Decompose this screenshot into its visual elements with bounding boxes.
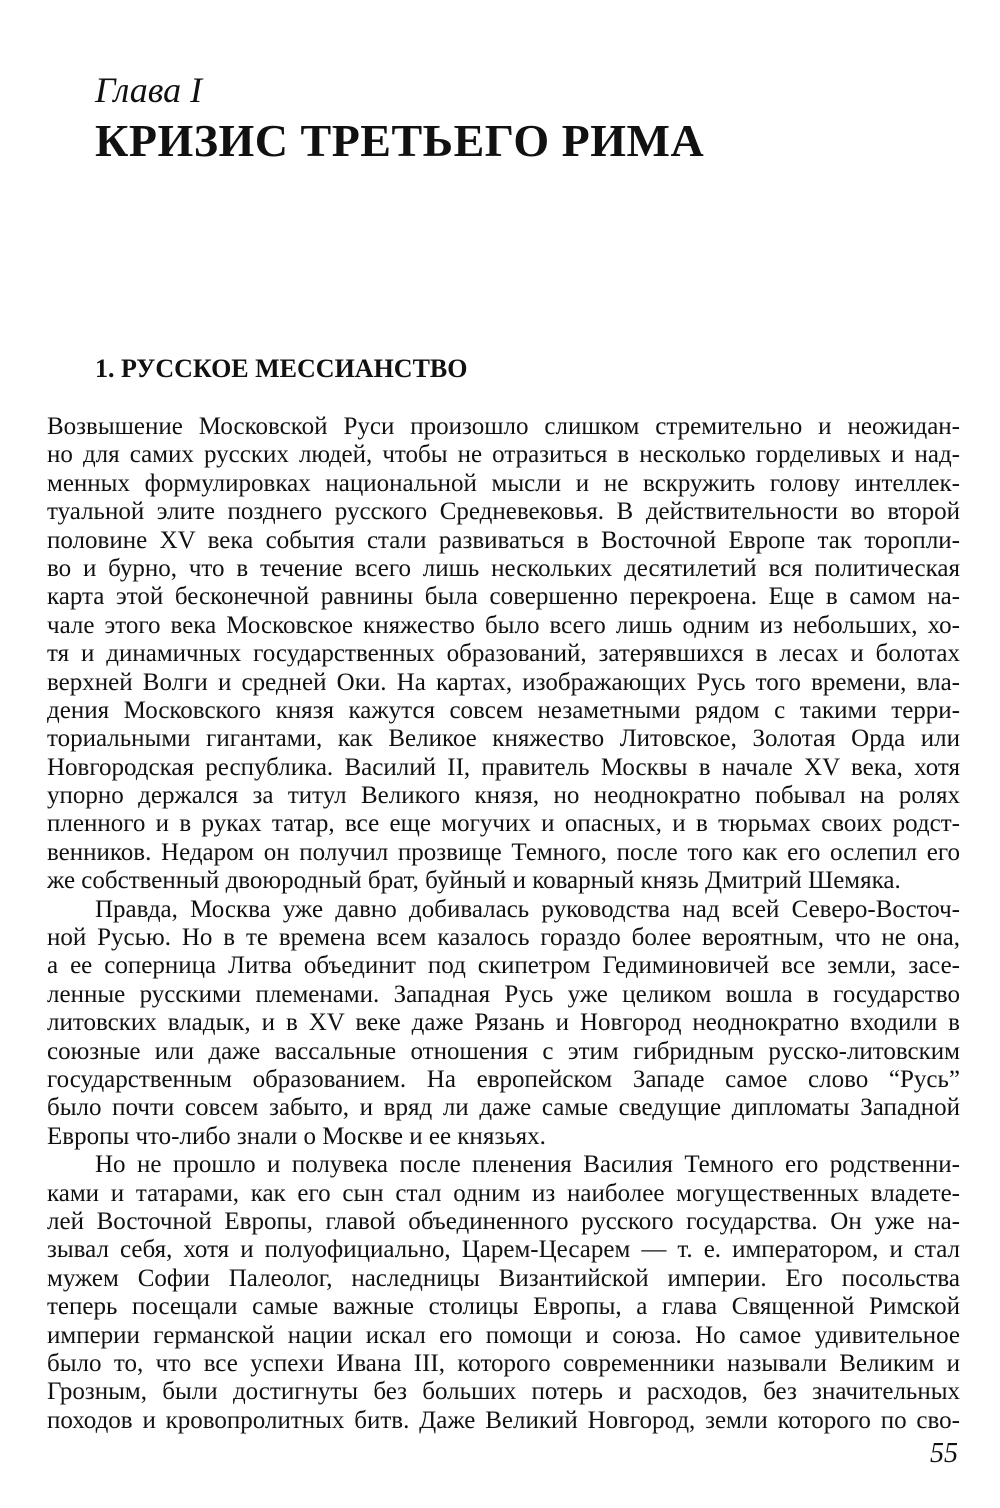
text-line: теперь посещали самые важные столицы Европы, а глава Священной Римской <box>47 1293 960 1321</box>
text-line: венников. Недаром он получил прозвище Темного, после того как его ослепил его <box>47 838 960 866</box>
text-line: Грозным, были достигнуты без больших потерь и расходов, без значительных <box>47 1378 960 1406</box>
text-line: походов и кровопролитных битв. Даже Великий Новгород, земли которого по сво- <box>47 1406 960 1434</box>
text-line: чале этого века Московское княжество было всего лишь одним из небольших, хо- <box>47 611 960 639</box>
section-heading: 1. РУССКОЕ МЕССИАНСТВО <box>95 354 468 383</box>
text-line: упорно держался за титул Великого князя, но неоднократно побывал на ролях <box>47 782 960 810</box>
text-line: половине XV века события стали развиваться в Восточной Европе так торопли- <box>47 526 960 554</box>
chapter-label: Глава I <box>95 70 203 110</box>
body-text <box>47 413 960 1435</box>
text-line: во и бурно, что в течение всего лишь нескольких десятилетий вся политическая <box>47 554 960 582</box>
text-line: ториальными гигантами, как Великое княжество Литовское, Золотая Орда или <box>47 725 960 753</box>
text-line: а ее соперница Литва объединит под скипетром Гедиминовичей все земли, засе- <box>47 952 960 980</box>
text-line: Но не прошло и полувека после пленения Василия Темного его родственни- <box>95 1151 960 1179</box>
text-line: Европы что-либо знали о Москве и ее князьях. <box>47 1122 546 1150</box>
text-line: ками и татарами, как его сын стал одним из наиболее могущественных владете- <box>47 1179 960 1207</box>
text-line: было почти совсем забыто, и вряд ли даже самые сведущие дипломаты Западной <box>47 1094 960 1122</box>
text-line: верхней Волги и средней Оки. На картах, изображающих Русь того времени, вла- <box>47 668 960 696</box>
text-line: туальной элите позднего русского Средневековья. В действительности во второй <box>47 498 960 526</box>
text-line: мужем Софии Палеолог, наследницы Византийской империи. Его посольства <box>47 1264 960 1292</box>
text-line: Возвышение Московской Руси произошло слишком стремительно и неожидан- <box>47 413 960 440</box>
text-line: тя и динамичных государственных образований, затерявшихся в лесах и болотах <box>47 640 960 668</box>
text-line: но для самих русских людей, чтобы не отразиться в несколько горделивых и над- <box>47 441 960 469</box>
text-line: империи германской нации искал его помощи и союза. Но самое удивительное <box>47 1321 960 1349</box>
text-line: государственным образованием. На европейском Западе самое слово “Русь” <box>47 1065 960 1093</box>
text-line: союзные или даже вассальные отношения с этим гибридным русско-литовским <box>47 1037 960 1065</box>
page-number: 55 <box>930 1438 958 1469</box>
text-line: пленного и в руках татар, все еще могучих и опасных, и в тюрьмах своих родст- <box>47 810 960 838</box>
text-line: Новгородская республика. Василий II, правитель Москвы в начале XV века, хотя <box>47 753 960 781</box>
text-line: ленные русскими племенами. Западная Русь уже целиком вошла в государство <box>47 980 960 1008</box>
text-line: же собственный двоюродный брат, буйный и коварный князь Дмитрий Шемяка. <box>47 867 901 895</box>
chapter-title: КРИЗИС ТРЕТЬЕГО РИМА <box>95 115 705 166</box>
text-line: зывал себя, хотя и полуофициально, Царем-Цесарем — т. е. императором, и стал <box>47 1236 960 1264</box>
text-line: карта этой бесконечной равнины была совершенно перекроена. Еще в самом на- <box>47 583 960 611</box>
text-line: было то, что все успехи Ивана III, которого современники называли Великим и <box>47 1349 960 1377</box>
text-line: литовских владык, и в XV веке даже Рязань и Новгород неоднократно входили в <box>47 1009 960 1037</box>
text-line: менных формулировках национальной мысли и не вскружить голову интеллек- <box>47 469 960 497</box>
text-line: дения Московского князя кажутся совсем незаметными рядом с такими терри- <box>47 696 960 724</box>
text-line: Правда, Москва уже давно добивалась руководства над всей Северо-Восточ- <box>95 895 960 923</box>
text-line: лей Восточной Европы, главой объединенного русского государства. Он уже на- <box>47 1207 960 1235</box>
text-line: ной Русью. Но в те времена всем казалось гораздо более вероятным, что не она, <box>47 924 960 952</box>
